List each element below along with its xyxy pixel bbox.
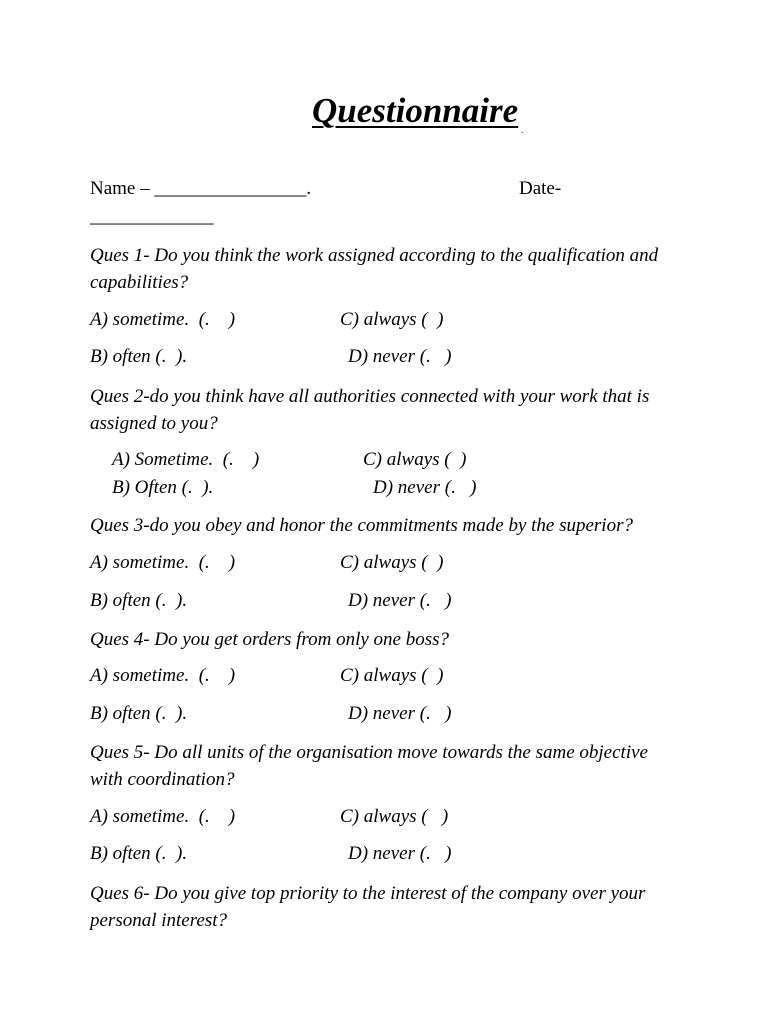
question-3-text: Ques 3-do you obey and honor the commitments made by the superior? <box>90 515 633 536</box>
q5-option-c: C) always ( ) <box>340 806 449 827</box>
q3-option-b: B) often (. ). <box>90 590 188 611</box>
q4-option-b: B) often (. ). <box>90 703 188 724</box>
name-field: Name – ________________. <box>90 178 312 199</box>
question-1-text: Ques 1- Do you think the work assigned according to the qualification and capabilities? <box>90 245 659 293</box>
q2-option-d: D) never (. ) <box>373 477 477 498</box>
question-6-text: Ques 6- Do you give top priority to the interest of the company over your personal interest? <box>90 883 646 931</box>
q1-option-b: B) often (. ). <box>90 346 188 367</box>
q2-option-a: A) Sometime. (. ) <box>112 449 260 470</box>
q1-option-a: A) sometime. (. ) <box>90 309 236 330</box>
question-2-text: Ques 2-do you think have all authorities connected with your work that is assigned to you? <box>90 386 650 434</box>
date-label: Date- <box>519 178 562 199</box>
q1-option-c: C) always ( ) <box>340 309 444 330</box>
q2-option-b: B) Often (. ). <box>112 477 214 498</box>
q4-option-a: A) sometime. (. ) <box>90 665 236 686</box>
q5-option-d: D) never (. ) <box>348 843 452 864</box>
q3-option-c: C) always ( ) <box>340 552 444 573</box>
page-title: Questionnaire <box>312 91 519 130</box>
title-trailing-mark: . <box>521 125 524 135</box>
q3-option-a: A) sometime. (. ) <box>90 552 236 573</box>
date-blank: _____________ <box>90 206 214 227</box>
q1-option-d: D) never (. ) <box>348 346 452 367</box>
question-4-text: Ques 4- Do you get orders from only one boss? <box>90 629 450 650</box>
q4-option-c: C) always ( ) <box>340 665 444 686</box>
question-5-text: Ques 5- Do all units of the organisation move towards the same objective with coordination? <box>90 742 648 790</box>
q2-option-c: C) always ( ) <box>363 449 467 470</box>
q3-option-d: D) never (. ) <box>348 590 452 611</box>
q5-option-b: B) often (. ). <box>90 843 188 864</box>
q4-option-d: D) never (. ) <box>348 703 452 724</box>
q5-option-a: A) sometime. (. ) <box>90 806 236 827</box>
